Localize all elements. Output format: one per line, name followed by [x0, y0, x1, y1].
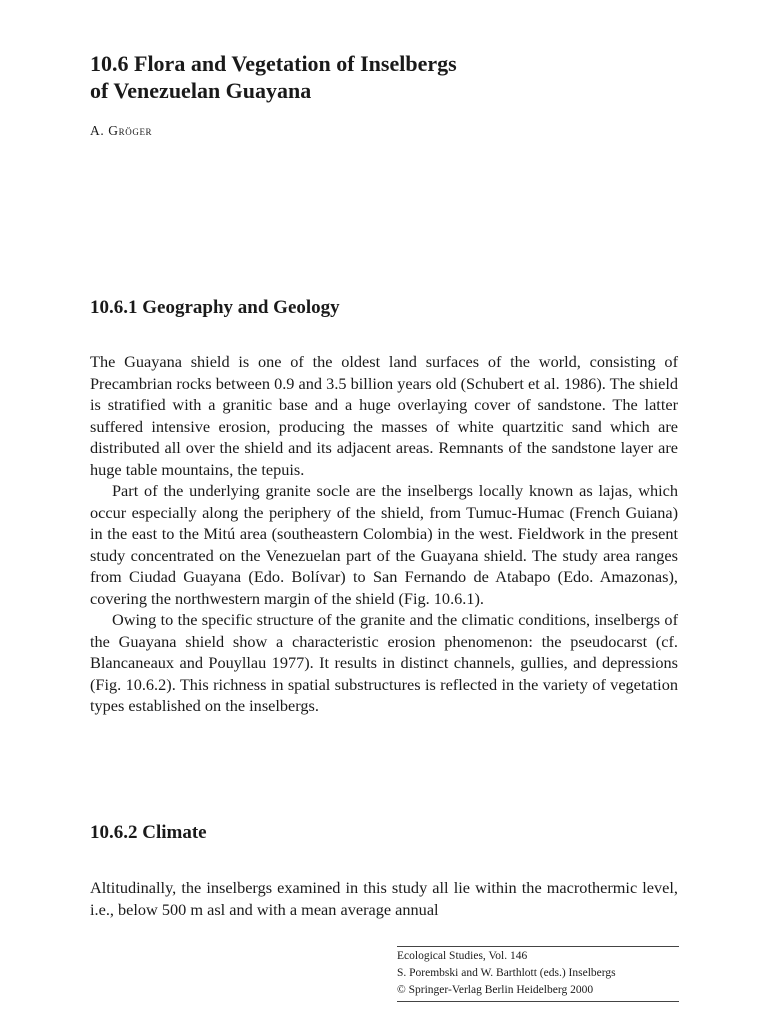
page-content	[90, 50, 678, 919]
footer-series: Ecological Studies, Vol. 146	[397, 950, 528, 962]
chapter-title	[90, 50, 678, 104]
section-heading-geography: 10.6.1 Geography and Geology	[90, 297, 340, 318]
author-name: A. Gröger	[90, 123, 153, 138]
chapter-title-line-1: 10.6 Flora and Vegetation of Inselbergs	[90, 51, 457, 76]
footer-copyright: © Springer-Verlag Berlin Heidelberg 2000	[397, 984, 594, 996]
footer-editors: S. Porembski and W. Barthlott (eds.) Inselbergs	[397, 967, 616, 979]
paragraph: The Guayana shield is one of the oldest land surfaces of the world, consisting of Precambrian rocks between 0.9 and 3.5 billion years old (Schubert et al. 1986). The shield is stratified with a granitic base and a huge overlaying cover of sandstone. The latter suffered intensive erosion, producing the masses of white quartzitic sand which are distributed all over the shield and its adjacent areas. Remnants of the sandstone layer are huge table mountains, the tepuis.	[90, 352, 678, 479]
paragraph: Part of the underlying granite socle are the inselbergs locally known as lajas, which occur especially along the periphery of the shield, from Tumuc-Humac (French Guiana) in the east to the Mitú area (southeastern Colombia) in the west. Fieldwork in the present study concentrated on the Venezuelan part of the Guayana shield. The study area ranges from Ciudad Guayana (Edo. Bolívar) to San Fernando de Atabapo (Edo. Amazonas), covering the northwestern margin of the shield (Fig. 10.6.1).	[90, 481, 678, 608]
paragraph: Altitudinally, the inselbergs examined in this study all lie within the macrothermic level, i.e., below 500 m asl and with a mean average annual	[90, 878, 678, 919]
paragraph: Owing to the specific structure of the granite and the climatic conditions, inselbergs of the Guayana shield show a characteristic erosion phenomenon: the pseudocarst (cf. Blancaneaux and Pouyllau 1977). It results in distinct channels, gullies, and depressions (Fig. 10.6.2). This richness in spatial substructures is reflected in the variety of vegetation types established on the inselbergs.	[90, 610, 678, 715]
section-body-geography	[90, 351, 678, 717]
publication-footer	[397, 946, 679, 1002]
section-heading-climate: 10.6.2 Climate	[90, 822, 207, 843]
section-body-climate	[90, 877, 678, 920]
chapter-title-line-2: of Venezuelan Guayana	[90, 78, 312, 103]
